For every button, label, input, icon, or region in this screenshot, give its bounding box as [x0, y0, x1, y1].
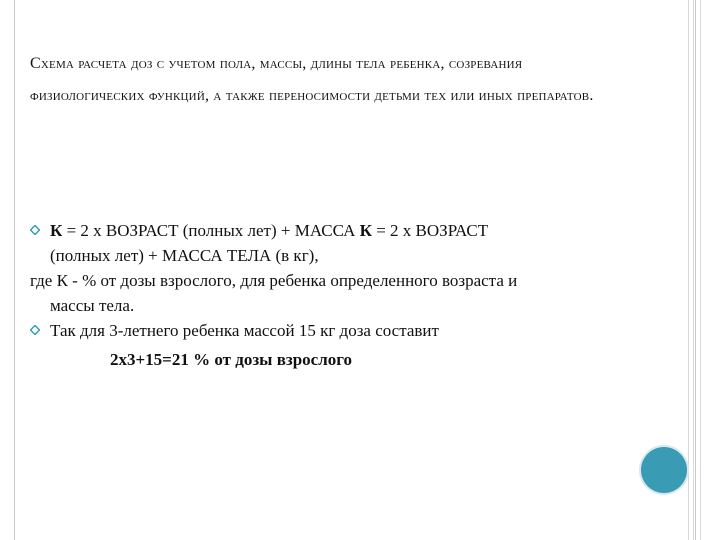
side-rule	[700, 0, 701, 540]
formula-part: (полных лет) + МАССА ТЕЛА (в кг),	[50, 246, 319, 265]
note-line: где К - % от дозы взрослого, для ребенка определенного возраста и	[30, 271, 518, 290]
coefficient-k: К	[50, 221, 63, 240]
bullet-item-example	[30, 318, 630, 372]
bullet-text: Так для 3-летнего ребенка массой 15 кг доза составит	[50, 321, 439, 340]
note-paragraph	[30, 268, 630, 318]
slide-title: Схема расчета доз с учетом пола, массы, длины тела ребенка, созревания физиологических функций, а также переносимости детьми тех или иных препаратов.	[30, 55, 594, 104]
slide-body	[30, 218, 630, 372]
diamond-bullet-icon	[30, 325, 40, 335]
decorative-circle	[641, 447, 687, 493]
diamond-bullet-icon	[30, 225, 40, 235]
bullet-item-formula	[30, 218, 630, 268]
side-rule	[688, 0, 689, 540]
coefficient-k: К	[359, 221, 372, 240]
side-rule	[693, 0, 694, 540]
bullet-text	[30, 218, 630, 268]
formula-part: = 2 х ВОЗРАСТ (полных лет) + МАССА	[62, 221, 360, 240]
note-line: массы тела.	[50, 296, 135, 315]
example-formula: 2х3+15=21 % от дозы взрослого	[110, 350, 353, 369]
formula-part: = 2 х ВОЗРАСТ	[371, 221, 489, 240]
